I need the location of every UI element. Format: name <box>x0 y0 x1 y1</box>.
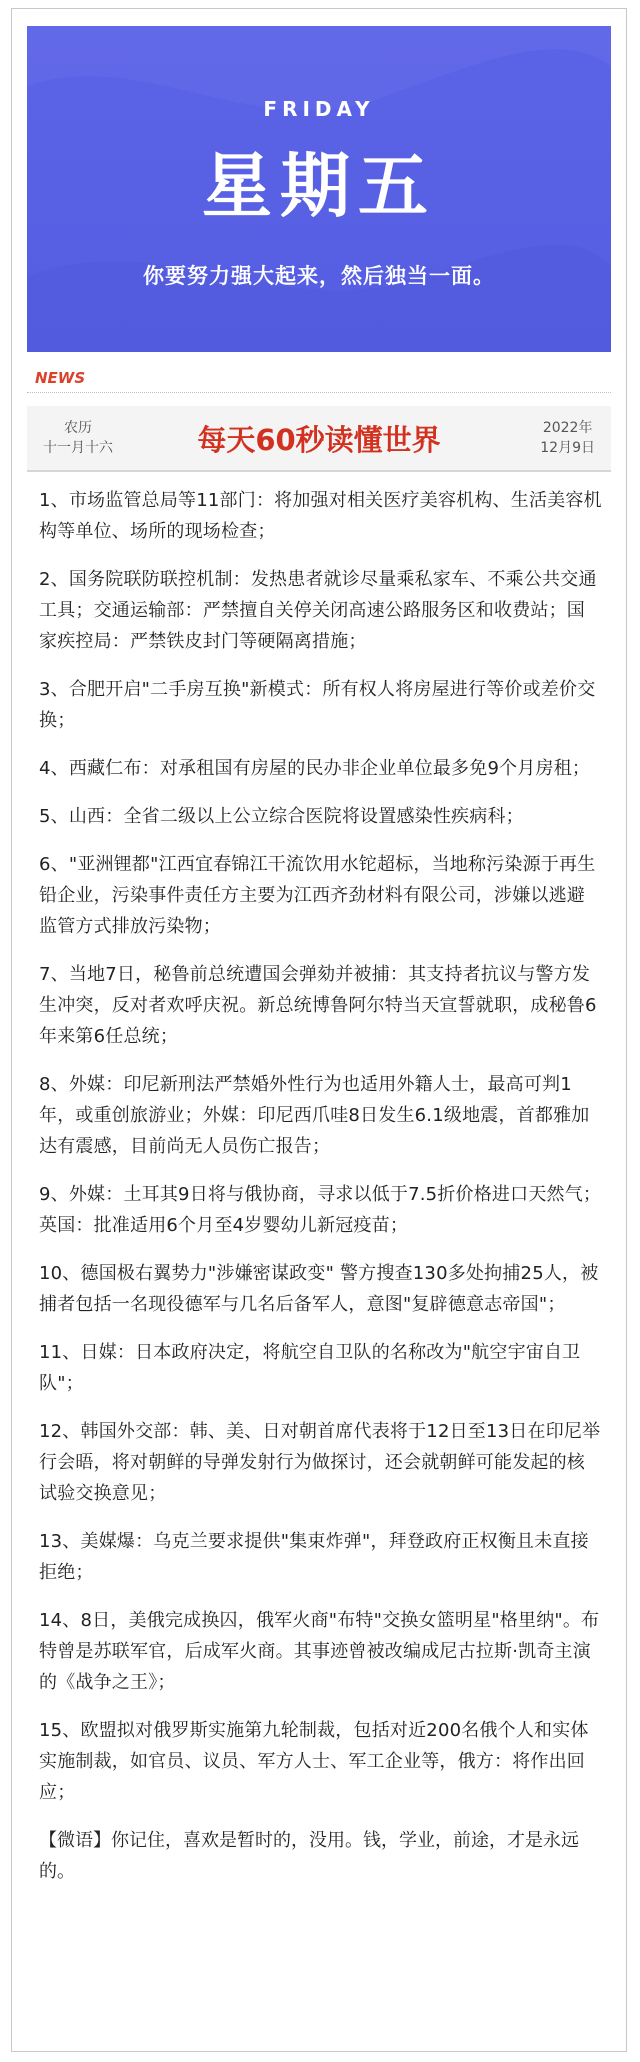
news-item: 5、山西：全省二级以上公立综合医院将设置感染性疾病科； <box>39 806 524 827</box>
news-item: 13、美媒爆：乌克兰要求提供"集束炸弹"，拜登政府正权衡且未直接拒绝； <box>39 1531 589 1583</box>
news-item: 3、合肥开启"二手房互换"新模式：所有权人将房屋进行等价或差价交换； <box>39 679 596 731</box>
article-card <box>11 8 627 2052</box>
date-month-day: 12月9日 <box>540 440 595 456</box>
date-year: 2022年 <box>542 420 593 436</box>
weekday-chinese: 星期五 <box>202 145 436 227</box>
page-title: 每天60秒读懂世界 <box>197 423 441 457</box>
lunar-day: 十一月十六 <box>43 440 113 456</box>
news-item: 11、日媒：日本政府决定，将航空自卫队的名称改为"航空宇宙自卫队"； <box>39 1342 581 1394</box>
news-item: 6、"亚洲锂都"江西宜春锦江干流饮用水铊超标，当地称污染源于再生铅企业，污染事件责任方主要为江西齐劲材料有限公司，涉嫌以逃避监管方式排放污染物； <box>39 854 596 937</box>
header-banner <box>27 26 611 352</box>
lunar-label: 农历 <box>64 420 92 436</box>
news-divider <box>27 392 611 393</box>
news-item: 15、欧盟拟对俄罗斯实施第九轮制裁，包括对近200名俄个人和实体实施制裁，如官员、议员、军方人士、军工企业等，俄方：将作出回应； <box>39 1720 589 1803</box>
weekday-english: FRIDAY <box>263 97 375 121</box>
news-item: 1、市场监管总局等11部门：将加强对相关医疗美容机构、生活美容机构等单位、场所的现场检查； <box>39 490 602 542</box>
news-section-label: NEWS <box>35 369 86 387</box>
gregorian-date <box>540 418 595 458</box>
news-item: 4、西藏仁布：对承租国有房屋的民办非企业单位最多免9个月房租； <box>39 758 591 779</box>
news-item: 12、韩国外交部：韩、美、日对朝首席代表将于12日至13日在印尼举行会晤，将对朝鲜的导弹发射行为做探讨，还会就朝鲜可能发起的核试验交换意见； <box>39 1421 601 1504</box>
headline-box <box>27 406 611 472</box>
news-item: 10、德国极右翼势力"涉嫌密谋政变" 警方搜查130多处拘捕25人，被捕者包括一名现役德军与几名后备军人，意图"复辟德意志帝国"； <box>39 1263 599 1315</box>
banner-motto: 你要努力强大起来，然后独当一面。 <box>143 264 495 288</box>
news-item: 7、当地7日，秘鲁前总统遭国会弹劾并被捕：其支持者抗议与警方发生冲突，反对者欢呼庆祝。新总统博鲁阿尔特当天宣誓就职，成秘鲁6年来第6任总统； <box>39 964 597 1047</box>
news-item: 8、外媒：印尼新刑法严禁婚外性行为也适用外籍人士，最高可判1年，或重创旅游业；外媒：印尼西爪哇8日发生6.1级地震，首都雅加达有震感，目前尚无人员伤亡报告； <box>39 1074 590 1157</box>
news-list <box>39 485 603 1887</box>
closing-quote: 【微语】你记住，喜欢是暂时的，没用。钱，学业，前途，才是永远的。 <box>39 1830 579 1882</box>
news-item: 2、国务院联防联控机制：发热患者就诊尽量乘私家车、不乘公共交通工具；交通运输部：严禁擅自关停关闭高速公路服务区和收费站；国家疾控局：严禁铁皮封门等硬隔离措施； <box>39 569 597 652</box>
news-item: 9、外媒：土耳其9日将与俄协商，寻求以低于7.5折价格进口天然气；英国：批准适用6个月至4岁婴幼儿新冠疫苗； <box>39 1184 602 1236</box>
news-item: 14、8日，美俄完成换囚，俄军火商"布特"交换女篮明星"格里纳"。布特曾是苏联军官，后成军火商。其事迹曾被改编成尼古拉斯·凯奇主演的《战争之王》； <box>39 1610 600 1693</box>
